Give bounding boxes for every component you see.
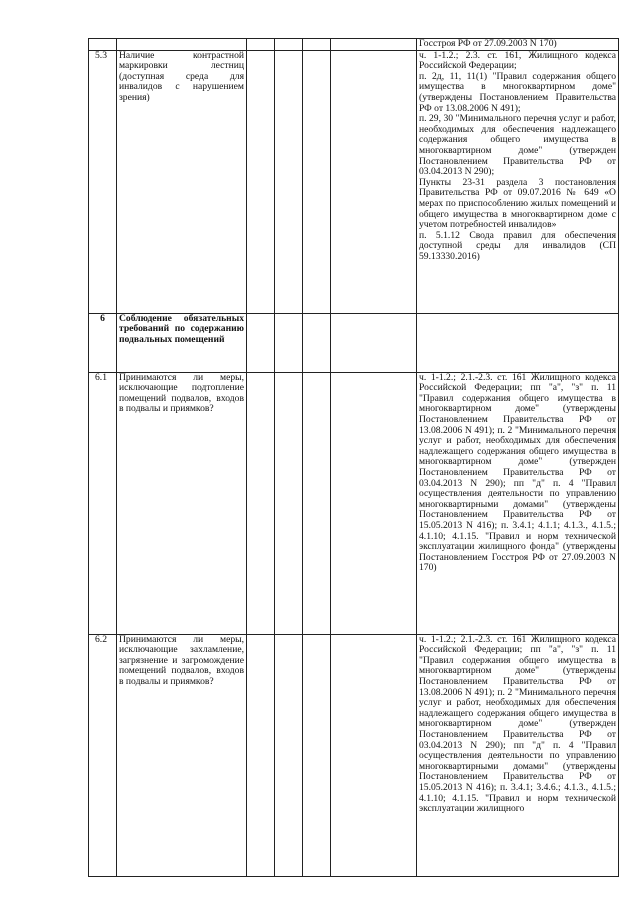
table-row-continuation (89, 39, 619, 51)
cell-answer-yes (247, 50, 275, 313)
section-title: Соблюдение обязательных требований по содержанию подвальных помещений (117, 313, 247, 372)
cell-note (331, 372, 417, 634)
legal-basis-paragraph: п. 2д, 11, 11(1) "Правил содержания общего имущества в многоквартирном доме" (утверждены Постановлением Правительства РФ от 13.08.2006 N 491); (419, 70, 616, 114)
cell-answer-no (275, 372, 303, 634)
cell-answer-no (275, 39, 303, 51)
legal-basis-paragraph: п. 5.1.12 Свода правил для обеспечения доступной среды для инвалидов (СП 59.13330.2016) (419, 229, 616, 262)
cell-note (331, 50, 417, 313)
cell-answer-na (303, 372, 331, 634)
cell-answer-na (303, 313, 331, 372)
item-number: 6.2 (89, 634, 117, 876)
inspection-checklist-table (88, 38, 619, 877)
table-row-5-3 (89, 50, 619, 313)
question-text: Наличие контрастной маркировки лестниц (доступная среда для инвалидов с нарушением зрения) (117, 50, 247, 313)
cell-note (331, 39, 417, 51)
cell-legal-basis: Госстроя РФ от 27.09.2003 N 170) (417, 39, 619, 51)
cell-answer-yes (247, 39, 275, 51)
cell-answer-yes (247, 372, 275, 634)
cell-note (331, 313, 417, 372)
item-number: 5.3 (89, 50, 117, 313)
cell-question (117, 39, 247, 51)
table-row-6-1 (89, 372, 619, 634)
cell-note (331, 634, 417, 876)
cell-legal-basis: ч. 1-1.2.; 2.1.-2.3. ст. 161 Жилищного кодекса Российской Федерации; пп "а", "з" п. 11 "Правил содержания общего имущества в многоквартирном доме" (утверждены Постановлением Правительства РФ от 13.08.2006 N 491); п. 2 "Минимального перечня услуг и работ, необходимых для обеспечения надлежащего содержания общего имущества в многоквартирном доме" (утвержден Постановлением Правительства РФ от 03.04.2013 N 290); пп "д" п. 4 "Правил осуществления деятельности по управлению многоквартирными домами" (утверждены Постановлением Правительства РФ от 15.05.2013 N 416); п. 3.4.1; 4.1.1; 4.1.3., 4.1.5.; 4.1.10; 4.1.15. "Правил и норм технической эксплуатации жилищного фонда" (утверждены Постановлением Госстроя РФ от 27.09.2003 N 170) (417, 372, 619, 634)
item-number: 6.1 (89, 372, 117, 634)
legal-basis-paragraph: ч. 1-1.2.; 2.3. ст. 161, Жилищного кодекса Российской Федерации; (419, 49, 616, 72)
cell-answer-no (275, 634, 303, 876)
cell-answer-na (303, 39, 331, 51)
legal-basis-paragraph: Пункты 23-31 раздела 3 постановления Правительства РФ от 09.07.2016 № 649 «О мерах по приспособлению жилых помещений и общего имущества в многоквартирном доме с учетом потребностей инвалидов» (419, 176, 616, 231)
legal-basis-paragraph: п. 29, 30 "Минимального перечня услуг и работ, необходимых для обеспечения надлежащего содержания общего имущества в многоквартирном доме" (утвержден Постановлением Правительства РФ от 03.04.2013 N 290); (419, 113, 616, 178)
table-row-section-6 (89, 313, 619, 372)
cell-answer-na (303, 634, 331, 876)
cell-num (89, 39, 117, 51)
question-text: Принимаются ли меры, исключающие подтопление помещений подвалов, входов в подвалы и приямков? (117, 372, 247, 634)
cell-answer-yes (247, 313, 275, 372)
cell-answer-no (275, 313, 303, 372)
question-text: Принимаются ли меры, исключающие захламление, загрязнение и загромождение помещений подвалов, входов в подвалы и приямков? (117, 634, 247, 876)
cell-answer-yes (247, 634, 275, 876)
cell-answer-na (303, 50, 331, 313)
cell-legal-basis (417, 50, 619, 313)
cell-legal-basis (417, 313, 619, 372)
section-number: 6 (89, 313, 117, 372)
table-row-6-2 (89, 634, 619, 876)
cell-answer-no (275, 50, 303, 313)
cell-legal-basis: ч. 1-1.2.; 2.1.-2.3. ст. 161 Жилищного кодекса Российской Федерации; пп "а", "з" п. 11 "Правил содержания общего имущества в многоквартирном доме" (утверждены Постановлением Правительства РФ от 13.08.2006 N 491); п. 2 "Минимального перечня услуг и работ, необходимых для обеспечения надлежащего содержания общего имущества в многоквартирном доме" (утвержден Постановлением Правительства РФ от 03.04.2013 N 290); пп "д" п. 4 "Правил осуществления деятельности по управлению многоквартирными домами" (утверждены Постановлением Правительства РФ от 15.05.2013 N 416); п. 3.4.1; 3.4.6.; 4.1.3., 4.1.5.; 4.1.10; 4.1.15. "Правил и норм технической эксплуатации жилищного (417, 634, 619, 876)
